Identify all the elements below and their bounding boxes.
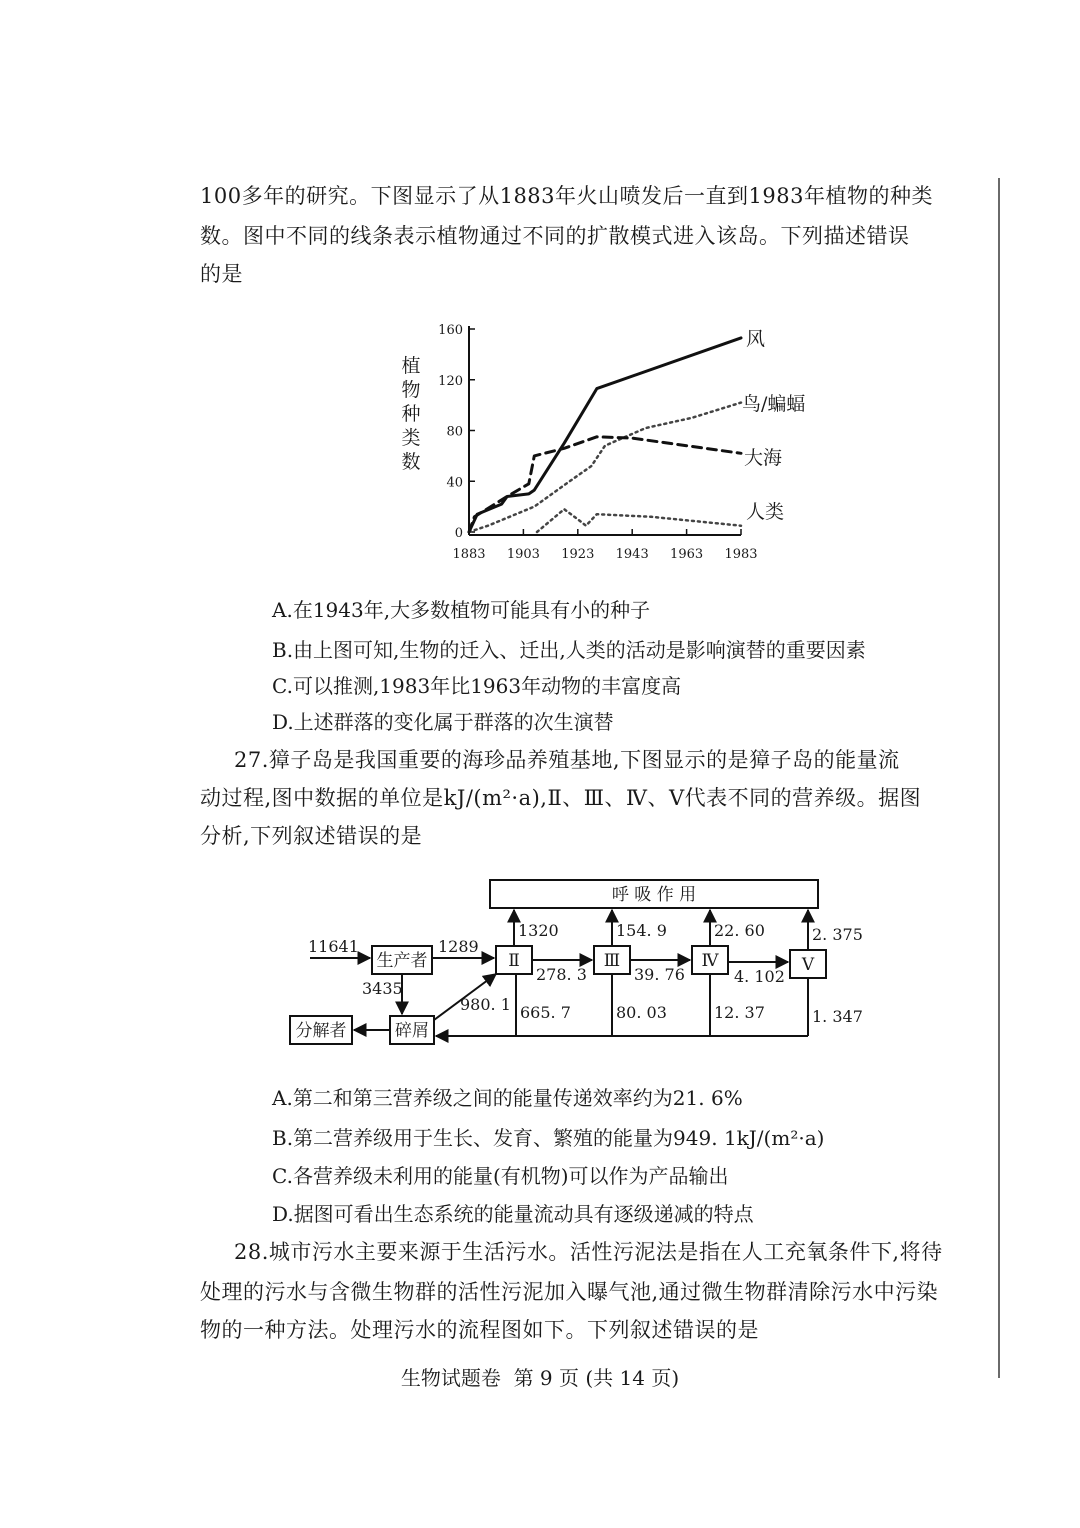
q28-line-3: 物的一种方法。处理污水的流程图如下。下列叙述错误的是 [200, 1318, 759, 1342]
input-value: 11641 [308, 937, 359, 956]
intro-line-3: 的是 [200, 262, 243, 286]
y-tick-label: 120 [438, 373, 463, 389]
ii-to-iii-value: 278. 3 [536, 965, 587, 984]
series-labels [742, 328, 805, 523]
page-footer: 生物试题卷 第 9 页 (共 14 页) [400, 1366, 680, 1390]
x-tick-label: 1883 [452, 547, 486, 562]
iii-to-iv-value: 39. 76 [634, 965, 685, 984]
y-label-char: 植 [401, 355, 421, 377]
y-axis-label [401, 355, 420, 473]
q27-line-2: 动过程,图中数据的单位是kJ/(m²·a),Ⅱ、Ⅲ、Ⅳ、Ⅴ代表不同的营养级。据图 [200, 786, 922, 810]
x-tick-label: 1983 [724, 547, 758, 562]
respiration-label: 呼 吸 作 用 [611, 885, 697, 905]
q27-line-1: 27.獐子岛是我国重要的海珍品养殖基地,下图显示的是獐子岛的能量流 [234, 748, 900, 772]
x-tick-label: 1963 [670, 547, 704, 562]
series-label: 大海 [744, 447, 783, 469]
level-iv-label: Ⅳ [701, 951, 719, 971]
y-label-char: 种 [401, 403, 421, 425]
x-tick-label: 1943 [615, 547, 649, 562]
series-label: 人类 [746, 501, 785, 523]
series-label: 鸟/蝙蝠 [742, 393, 806, 415]
q26-option-c: C.可以推测,1983年比1963年动物的丰富度高 [272, 674, 682, 698]
series-line-2 [469, 403, 741, 532]
series-lines [469, 338, 741, 532]
q28-line-2: 处理的污水与含微生物群的活性污泥加入曝气池,通过微生物群清除污水中污染 [200, 1280, 939, 1304]
y-tick-label: 160 [438, 323, 463, 338]
q26-option-b: B.由上图可知,生物的迁入、迁出,人类的活动是影响演替的重要因素 [272, 638, 866, 662]
energy-flow-diagram [0, 870, 1080, 1070]
series-line-1 [469, 338, 741, 532]
q27-option-d: D.据图可看出生态系统的能量流动具有逐级递减的特点 [272, 1202, 754, 1226]
v-respiration-value: 2. 375 [812, 925, 863, 944]
decomposer-label: 分解者 [295, 1021, 347, 1041]
series-label: 风 [746, 328, 766, 350]
ii-to-detritus-value: 665. 7 [520, 1003, 571, 1022]
level-ii-label: Ⅱ [508, 951, 520, 971]
y-label-char: 类 [401, 427, 421, 449]
ii-respiration-value: 1320 [518, 921, 559, 940]
intro-line-2: 数。图中不同的线条表示植物通过不同的扩散模式进入该岛。下列描述错误 [200, 224, 910, 248]
producer-label: 生产者 [376, 951, 428, 971]
q27-option-c: C.各营养级未利用的能量(有机物)可以作为产品输出 [272, 1164, 729, 1188]
level-v-label: Ⅴ [801, 955, 815, 975]
producer-to-ii-value: 1289 [438, 937, 479, 956]
iv-respiration-value: 22. 60 [714, 921, 765, 940]
q28-line-1: 28.城市污水主要来源于生活污水。活性污泥法是指在人工充氧条件下,将待 [234, 1240, 943, 1264]
q27-option-a: A.第二和第三营养级之间的能量传递效率约为21. 6% [272, 1086, 743, 1110]
y-tick-label: 80 [446, 424, 463, 440]
y-label-char: 物 [401, 379, 421, 401]
intro-line-1: 100多年的研究。下图显示了从1883年火山喷发后一直到1983年植物的种类 [200, 184, 933, 208]
v-to-detritus-value: 1. 347 [812, 1007, 863, 1026]
level-iii-label: Ⅲ [603, 951, 621, 971]
iii-to-detritus-value: 80. 03 [616, 1003, 667, 1022]
producer-to-detritus-value: 3435 [362, 979, 403, 998]
x-ticks [452, 529, 757, 562]
chart-axes [469, 326, 741, 535]
series-line-4 [537, 509, 741, 532]
q27-option-b: B.第二营养级用于生长、发育、繁殖的能量为949. 1kJ/(m²·a) [272, 1126, 825, 1150]
iv-to-v-value: 4. 102 [734, 967, 785, 986]
y-tick-label: 40 [446, 475, 463, 491]
plant-species-chart [0, 0, 1080, 580]
iv-to-detritus-value: 12. 37 [714, 1003, 765, 1022]
q26-option-d: D.上述群落的变化属于群落的次生演替 [272, 710, 614, 734]
detritus-label: 碎屑 [395, 1021, 429, 1041]
detritus-to-ii-value: 980. 1 [460, 995, 511, 1014]
q26-option-a: A.在1943年,大多数植物可能具有小的种子 [272, 598, 651, 622]
q27-line-3: 分析,下列叙述错误的是 [200, 824, 423, 848]
x-tick-label: 1903 [506, 547, 540, 562]
x-tick-label: 1923 [561, 547, 595, 562]
y-label-char: 数 [401, 451, 421, 473]
y-tick-label: 0 [454, 526, 463, 541]
iii-respiration-value: 154. 9 [616, 921, 667, 940]
